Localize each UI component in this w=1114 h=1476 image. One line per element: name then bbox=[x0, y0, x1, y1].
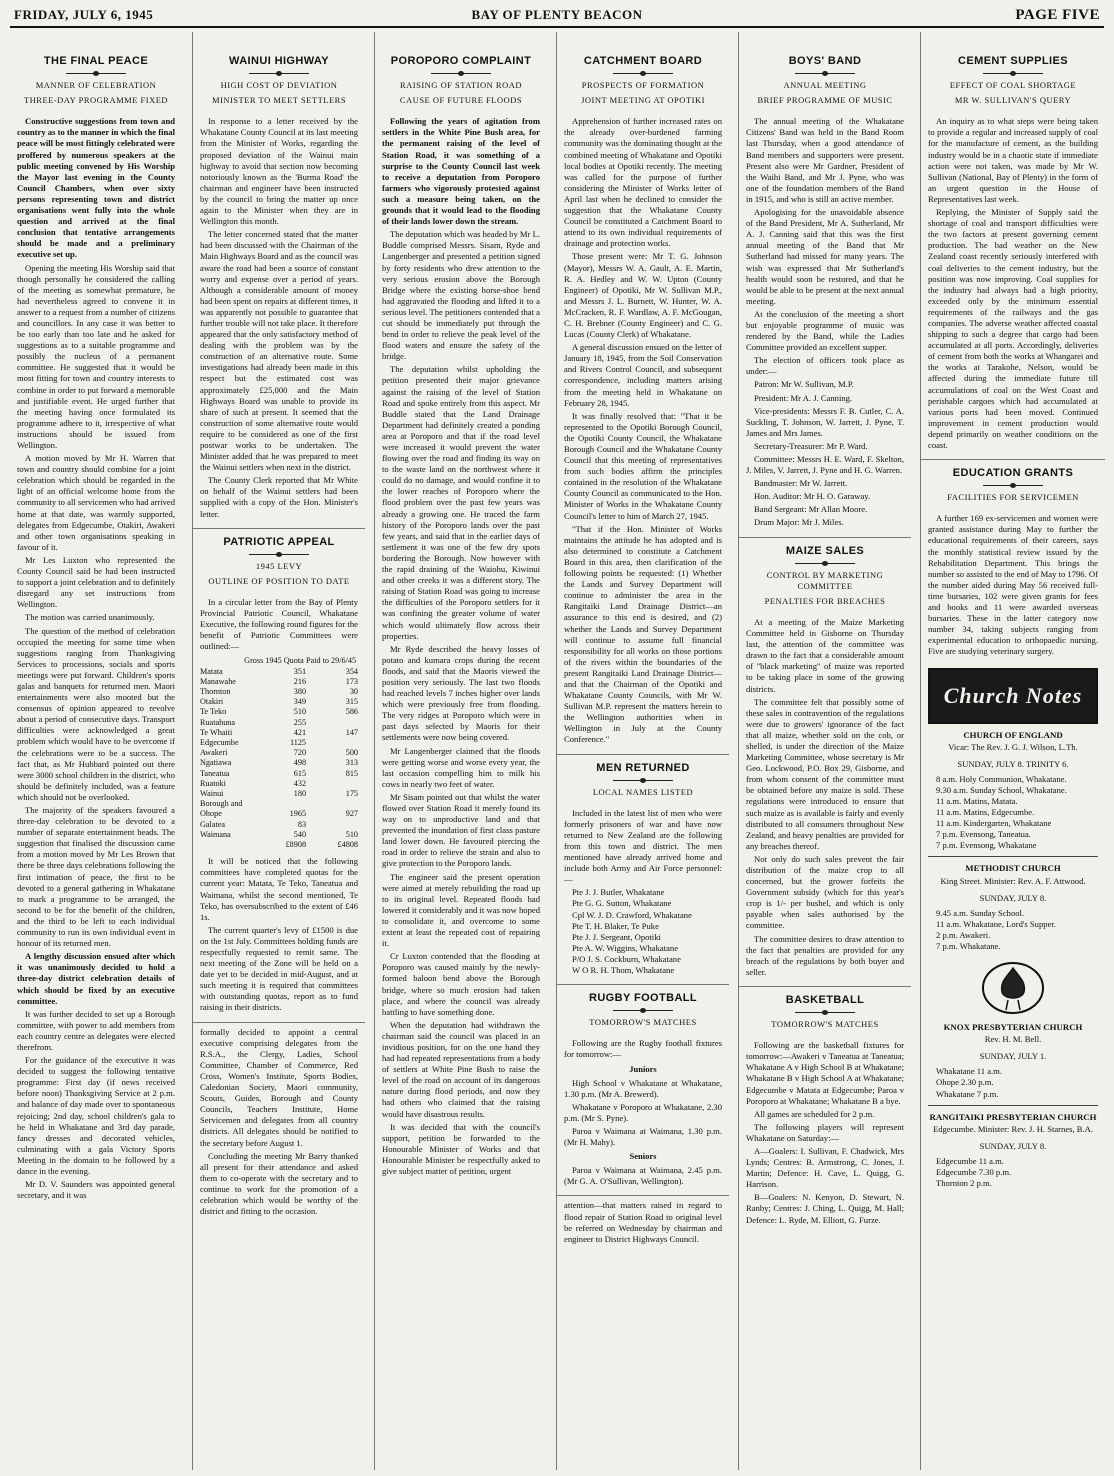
paragraph: "That if the Hon. Minister of Works maintains the attitude he has adopted and is also determined to constitute a Catchment Board in this area, then clarification of the following points be requested: (1) Whether the Lands and Survey Department will continue to administer the area in the Rangitaiki Land Drainage District—an assurance to this end is desired, and (2) whether the Lands and Survey Department will continue to assume full financial responsibility for all works on those portions of the rivers within the boundaries of the present Rangitaiki Land Drainage District—and that the Chairman of the Opotiki and Whakatane County Councils, with Mr W. Sullivan M.P. represent the matters herein to the Wellington authorities when in Wellington in July at the County Conference." bbox=[564, 523, 722, 745]
column-catchment bbox=[556, 32, 729, 1470]
column-poroporo bbox=[374, 32, 547, 1470]
paragraph: Following are the Rugby football fixtures for tomorrow:— bbox=[564, 1038, 722, 1060]
article-separator bbox=[739, 537, 911, 538]
levy-table-cell: 175 bbox=[345, 789, 358, 799]
levy-table-cell: £8908 bbox=[285, 840, 307, 850]
paragraph: Mr Sisam pointed out that whilst the water flowed over Station Road it merely found its way on to unproductive land and that prevented the inundation of first class pasture land lower down. He favoured piercing the road in order to relieve the strain and also to give protection to the Poroporo lands. bbox=[382, 791, 540, 869]
band-officers-list bbox=[746, 379, 904, 528]
levy-table-cell: Awakeri bbox=[200, 748, 228, 758]
levy-table-cell bbox=[306, 718, 358, 728]
fixture-group-label: Juniors bbox=[629, 1063, 657, 1074]
paragraph: The following players will represent Whakatane on Saturday:— bbox=[746, 1121, 904, 1143]
headline-rule bbox=[983, 73, 1043, 74]
church-minister: Vicar: The Rev. J. G. J. Wilson, L.Th. bbox=[948, 741, 1078, 752]
levy-table-cell: 586 bbox=[345, 707, 358, 717]
levy-table bbox=[200, 656, 358, 850]
paragraph: Mr Les Luxton who represented the County Council said he had been instructed to support a joint celebration and to definitely disregard any set instructions from Wellington. bbox=[17, 554, 175, 610]
masthead bbox=[10, 4, 1104, 28]
levy-table-cell: 815 bbox=[345, 768, 358, 778]
subhead: OUTLINE OF POSITION TO DATE bbox=[208, 575, 350, 586]
fixture-group-label: Seniors bbox=[629, 1151, 657, 1162]
article-separator bbox=[921, 459, 1105, 460]
service-time: 11 a.m. Matins, Edgecumbe. bbox=[936, 807, 1035, 818]
church-minister: Edgecumbe. Minister: Rev. J. H. Starnes, B.A. bbox=[932, 1123, 1094, 1134]
paragraph: It was decided that with the council's support, petition be forwarded to the Honourable Minister of Works and that Honourable Minister be respectfully asked to give subject matter of petition, urgent bbox=[382, 1121, 540, 1176]
church-minister: Rev. H. M. Bell. bbox=[984, 1034, 1042, 1045]
paragraph: Included in the latest list of men who were formerly prisoners of war and have now returned to New Zealand are the following from this town and district. The men mentioned have already arrived home and include both Army and Air Force personnel:— bbox=[564, 807, 722, 885]
levy-table-cell: 540 bbox=[293, 829, 307, 839]
levy-table-cell: 380 bbox=[293, 687, 307, 697]
levy-table-cell: £4808 bbox=[337, 840, 358, 850]
fixture-item: High School v Whakatane at Whakatane, 1.30 p.m. (Mr A. Brewerd). bbox=[564, 1077, 722, 1099]
church-notes-title: Church Notes bbox=[943, 682, 1083, 708]
paragraph: In a circular letter from the Bay of Plenty Provincial Patriotic Council, Whakatane Executive, the following round figures for the benefit of Patriotic Committees were outlined:— bbox=[200, 596, 358, 652]
levy-table-cell: 30 bbox=[349, 687, 358, 697]
subhead: MR W. SULLIVAN'S QUERY bbox=[954, 95, 1072, 106]
article-lead: Constructive suggestions from town and country as to the manner in which the final peace will be most fittingly celebrated were proffered by numerous speakers at the public meeting convened by His Worship the Mayor last evening in the County Council Chambers, when over sixty persons representing town and district organisations went fully into the whole question and arrived at the final conclusion that tentative arrangements should be made and a preliminary executive set up. bbox=[17, 116, 175, 260]
paragraph: Opening the meeting His Worship said that though personally he considered the calling of the meeting as somewhat premature, he had nevertheless agreed to convene it in answer to a request from a number of citizens and councillors. In any case it was better to be too early than too late and he asked for suggestions as to a suitable programme and possibly the nucleus of a permanent committee. He suggested that it would be most fitting for town and country interests to combine in order to put forward a memorable and justifiable event. He urged further that the meeting having once formulated its programme adhere to it, irrespective of what instructions should be issued from Wellington. bbox=[17, 262, 175, 450]
headline-patriotic: PATRIOTIC APPEAL bbox=[223, 535, 335, 548]
paragraph: A lengthy discussion ensued after which it was unanimously decided to hold a three-day district celebration details of which should be fixed by an executive committee. bbox=[17, 951, 175, 1006]
levy-table-row bbox=[200, 738, 358, 748]
article-separator bbox=[739, 986, 911, 987]
paragraph: The deputation whilst upholding the petition presented their major grievance against the raising of the level of Station Road and spoke entirely from this aspect. Mr Buddle stated that the Land Drainage Department had definitely created a ponding area at Poroporo and that if the road level were increased it would prevent the water flowing over the road and finding its way on to the waste land on the northwest where it could do no damage, and would confine it to the lower reaches of Poroporo where the flood problem over the past few years was already a growing one. He traced the farm history of the Poroporo lands over the past few years, and said that in the earlier days of settlement it was one of the few dry spots bordering the Borough. Now however with the rapid draining of the Waiohu, Kiwinui and other creeks it was a different story. The raising of Station Road was going to increase the difficulties of the Poroporo settlers for it was confining the greater volume of water which would ultimately flow across their properties. bbox=[382, 364, 540, 641]
service-time: 11 a.m. Kindergarten, Whakatane bbox=[936, 818, 1052, 829]
headline-rule bbox=[613, 780, 673, 781]
paragraph: The motion was carried unanimously. bbox=[25, 612, 155, 623]
service-time: 2 p.m. Awakeri. bbox=[936, 929, 991, 940]
subhead: PENALTIES FOR BREACHES bbox=[764, 595, 886, 606]
paragraph: The committee desires to draw attention to the fact that penalties are provided for any breach of the regulations by both buyer and seller. bbox=[746, 933, 904, 977]
levy-table-cell: 498 bbox=[293, 758, 307, 768]
column-band-maize bbox=[738, 32, 911, 1470]
levy-table-row bbox=[200, 820, 358, 830]
paragraph: It was further decided to set up a Borough committee, with power to add members from each country centre as delegates were elected therefrom. bbox=[17, 1008, 175, 1052]
article-separator bbox=[193, 1022, 365, 1023]
levy-table-cell: 315 bbox=[345, 697, 358, 707]
subhead: THREE-DAY PROGRAMME FIXED bbox=[23, 95, 169, 106]
paragraph: In response to a letter received by the Whakatane County Council at its last meeting from the Minister of Works, regarding the proposed deviation of the Wainui main highway to avoid that section now becoming notoriously known as the 'Burma Road' the chairman and engineer have been instructed by the council to bring the matter up once again to the Minister when they are in Wellington this month. bbox=[200, 116, 358, 227]
paragraph: Mr Ryde described the heavy losses of potato and kumara crops during the recent floods, and said that the Maoris viewed the position very seriously. The last two floods had reached levels 7 inches higher over lands which were previously free from flooding. The very ridges at Poroporo which were in past days selected by Maoris for their settlements were now being covered. bbox=[382, 643, 540, 743]
article-separator bbox=[557, 754, 729, 755]
headline-rule bbox=[249, 554, 309, 555]
paragraph: The annual meeting of the Whakatane Citizens' Band was held in the Band Room last Thursday, when a good attendance of Band members and supporters were present. Present also were Mr Gardner, President of the Waihi Band, and Mr J. Pyne, who was one of the foundation members of the Band in 1915, and who is still an active member. bbox=[746, 116, 904, 204]
headline-rule bbox=[613, 73, 673, 74]
levy-table-row bbox=[200, 748, 358, 758]
headline-basketball: BASKETBALL bbox=[785, 993, 865, 1006]
article-separator bbox=[557, 1195, 729, 1196]
returned-name: Pte J. J. Butler, Whakatane bbox=[572, 887, 665, 898]
levy-table-cell: 720 bbox=[293, 748, 307, 758]
officer-line: Hon. Auditor: Mr H. O. Garaway. bbox=[754, 491, 871, 502]
article-separator bbox=[557, 984, 729, 985]
subhead: 1945 LEVY bbox=[255, 560, 303, 571]
service-time: 9.30 a.m. Sunday School, Whakatane. bbox=[936, 784, 1067, 795]
subhead: MANNER OF CELEBRATION bbox=[35, 80, 157, 91]
levy-table-cell bbox=[244, 799, 306, 809]
levy-table-cell: 1965 bbox=[289, 809, 307, 819]
paragraph: A motion moved by Mr H. Warren that town and country should combine for a joint celebration which should be regarded in the light of an official welcome home from the community to all servicemen who had arrived home at that date, was warmly supported, delegates from Edgecumbe, Otakiri, Awakeri and other town organisations speaking in favour of it. bbox=[17, 453, 175, 552]
levy-table-cell: Wainui bbox=[200, 789, 224, 799]
headline-wainui: WAINUI HIGHWAY bbox=[229, 55, 329, 67]
service-time: Whakatane 11 a.m. bbox=[936, 1066, 1003, 1077]
levy-header-cell: Gross 1945 Quota bbox=[244, 656, 304, 666]
church-name: METHODIST CHURCH bbox=[965, 863, 1061, 874]
levy-table-cell: 1125 bbox=[289, 738, 307, 748]
headline-education: EDUCATION GRANTS bbox=[952, 467, 1074, 480]
levy-table-cell: Galatea bbox=[200, 819, 225, 829]
subhead: JOINT MEETING AT OPOTIKI bbox=[581, 95, 705, 106]
paragraph: attention—that matters raised in regard to flood repair of Station Road to original level be referred on Wednesday by chairman and engineer to District Highways Council. bbox=[564, 1200, 722, 1244]
service-date: SUNDAY, JULY 8. bbox=[979, 1140, 1047, 1151]
headline-maize: MAIZE SALES bbox=[785, 544, 865, 557]
subhead: CONTROL BY MARKETING COMMITTEE bbox=[766, 569, 884, 591]
junior-fixtures bbox=[564, 1078, 722, 1149]
levy-table-cell: Thornton bbox=[200, 687, 231, 697]
paragraph: It was finally resolved that: "That it be represented to the Opotiki Borough Council, the Opotiki County Council, the Whakatane Borough Council and the Whakatane County Council that this meeting of representatives from such bodies affirm the principles contained in the resolution of the Whakatane County Council as communicated to the Hon. Minister of Works in the Whakatane County Council's letter to him of March 27, 1945. bbox=[564, 410, 722, 521]
levy-table-cell: 432 bbox=[293, 778, 307, 788]
issue-date: FRIDAY, JULY 6, 1945 bbox=[14, 7, 154, 22]
subhead: LOCAL NAMES LISTED bbox=[592, 786, 694, 797]
headline-men-returned: MEN RETURNED bbox=[596, 761, 690, 774]
levy-table-row bbox=[200, 687, 358, 697]
paragraph: The committee felt that possibly some of these sales in contravention of the regulations were due to growers' ignorance of the fact that all maize, whether sold on the cob, or shelled, is under the direction of the Maize Marketing Committee, whose secretary is Mr Geo. Lockwood, P.O. Box 29, Gisborne, and from whom consent of the committee must be obtained before any maize is sold. These regulations were introduced to ensure that such maize as is available is fairly and evenly distributed to all consumers throughout New Zealand, and heavy penalties are provided for any breaches thereof. bbox=[746, 696, 904, 851]
officer-line: Drum Major: Mr J. Miles. bbox=[754, 517, 844, 528]
levy-table-cell: Manawahe bbox=[200, 676, 236, 686]
levy-table-cell: 180 bbox=[293, 789, 307, 799]
levy-table-cell: 313 bbox=[345, 758, 358, 768]
paragraph: The election of officers took place as under:— bbox=[746, 355, 904, 377]
levy-table-cell bbox=[306, 820, 358, 830]
returned-name: Pte A. W. Wiggins, Whakatane bbox=[572, 942, 679, 953]
headline-rule bbox=[795, 563, 855, 564]
paragraph: Apologising for the unavoidable absence of the Band President, Mr A. Sutherland, Mr A. J. Canning said that this was the first annual meeting of the Band that Mr Sutherland had missed for many years. The wish was expressed that Mr Sutherland's health would soon be restored, and that he would be able to be present at the next annual meeting. bbox=[746, 207, 904, 306]
paragraph: Cr Luxton contended that the flooding at Poroporo was caused mainly by the newly-formed baloon bend above the Borough bridge, where so much erosion had taken place, and where the council was already battling to have something done. bbox=[382, 951, 540, 1017]
levy-table-cell: Ohope bbox=[200, 809, 222, 819]
column-cement-church bbox=[920, 32, 1105, 1470]
fixture-item: Paroa v Waimana at Waimana, 2.45 p.m. (Mr G. A. O'Sullivan, Wellington). bbox=[564, 1165, 722, 1187]
levy-table-cell bbox=[306, 779, 358, 789]
returned-names-list bbox=[564, 887, 722, 976]
levy-header-cell: Paid to 29/6/45 bbox=[306, 656, 357, 666]
levy-table-cell: Ngatiawa bbox=[200, 758, 232, 768]
subhead: TOMORROW'S MATCHES bbox=[589, 1017, 697, 1028]
paragraph: Those present were: Mr T. G. Johnson (Mayor), Messrs W. A. Gault, A. E. Martin, R. A. Hedley and W. W. Upton (County Engineer) of Opotiki, Mr W. Sullivan M.P., and Messrs J. L. Burnett, W. Hunter, W. A. McCracken, R. F. Wardlaw, A. F. McGougan, C. H. Brebner (County Engineer) and C. G. Lucas (County Clerk) of Whakatane. bbox=[564, 251, 722, 340]
headline-rule bbox=[795, 1012, 855, 1013]
levy-table-row bbox=[200, 667, 358, 677]
returned-name: Pte T. H. Blaker, Te Puke bbox=[572, 920, 659, 931]
church-name: KNOX PRESBYTERIAN CHURCH bbox=[943, 1022, 1083, 1033]
headline-rule bbox=[983, 485, 1043, 486]
levy-table-cell: 173 bbox=[345, 676, 358, 686]
returned-name: P/O J. S. Cockburn, Whakatane bbox=[572, 953, 681, 964]
headline-poroporo: POROPORO COMPLAINT bbox=[390, 55, 532, 67]
levy-table-cell: Otakiri bbox=[200, 697, 224, 707]
service-time: 8 a.m. Holy Communion, Whakatane. bbox=[936, 773, 1067, 784]
headline-catchment: CATCHMENT BOARD bbox=[583, 55, 703, 67]
officer-line: Secretary-Treasurer: Mr P. Ward. bbox=[754, 440, 868, 451]
church-name: RANGITAIKI PRESBYTERIAN CHURCH bbox=[929, 1111, 1097, 1122]
paragraph: An inquiry as to what steps were being taken to provide a regular and increased supply of coal for the manufacture of cement, as the building industry would be in a chaotic state if immediate action were not taken, was made by Mr W. Sullivan (National, Bay of Plenty) in the form of an urgent question in the House of Representatives last week. bbox=[928, 116, 1098, 204]
levy-header-cell bbox=[200, 656, 244, 666]
levy-table-row bbox=[200, 809, 358, 819]
levy-table-cell bbox=[306, 738, 358, 748]
service-time: Whakatane 7 p.m. bbox=[936, 1088, 999, 1099]
levy-table-cell: 927 bbox=[345, 809, 358, 819]
subhead: BRIEF PROGRAMME OF MUSIC bbox=[757, 95, 893, 106]
levy-table-cell: Waimana bbox=[200, 829, 231, 839]
paragraph: B—Goalers: N. Kenyon, D. Stewart, N. Ranby; Centres: J. Ching, L. Quigg, M. Hall; Defence: L. Ryde, M. Elliott, G. Furze. bbox=[746, 1192, 904, 1225]
levy-table-cell: 216 bbox=[293, 676, 307, 686]
paragraph: Mr Langenberger claimed that the floods were getting worse and worse every year, the last occasion compelling him to milk his cows in nearly two feet of water. bbox=[382, 745, 540, 789]
paragraph: Apprehension of further increased rates on the already over-burdened farming community was the dominating thought at the combined meeting of Whakatane and Opotiki local bodies at Opotiki recently. The meeting was called for the purpose of further considering the Minister of Works letter of April last when he declined to consider the suggestion that the Whakatane County Council be constituted a Catchment Board to attend to its own individual requirements of drainage and protection works. bbox=[564, 116, 723, 249]
service-date: SUNDAY, JULY 8. TRINITY 6. bbox=[957, 758, 1069, 769]
officer-line: Band Sergeant: Mr Allan Moore. bbox=[754, 504, 868, 515]
subhead: TOMORROW'S MATCHES bbox=[771, 1019, 879, 1030]
subhead: HIGH COST OF DEVIATION bbox=[220, 80, 338, 91]
levy-table-cell: 421 bbox=[293, 727, 307, 737]
levy-table-cell: 255 bbox=[293, 717, 307, 727]
headline-rule bbox=[249, 73, 309, 74]
subhead: EFFECT OF COAL SHORTAGE bbox=[949, 80, 1077, 91]
paragraph: The engineer said the present operation were aimed at merely rebuilding the road up to its original level. Repeated floods had lowered it considerably and it was now hoped to consolidate it, and overcome to some extent at least the repeated cost of repairing it. bbox=[382, 871, 540, 949]
paragraph: The deputation which was headed by Mr L. Buddle comprised Messrs. Sisam, Ryde and Langenberger and presented a petition signed by forty residents who drew attention to the very serious erosion above the Borough Bridge where the existing horse-shoe bend had aggravated the flooding and lifted it to a serious level. The petitioners contended that a cut should be immediately put through the bend in order to relieve the peak level of the flood waters and ensure the safety of the bridge. bbox=[382, 229, 540, 362]
paragraph: For the guidance of the executive it was decided to suggest the following tentative programme: First day (if news received before noon) Thanksgiving Service at 2 p.m. and balance of day made over to spontaneous rejoicing; 2nd day, school children's gala to be held in Whakatane and 3rd day parade, fancy dresses and decorated vehicles, culminating with a gala Victory Sports Meeting in the domain to be followed by a dance in the evening. bbox=[17, 1055, 175, 1176]
service-time: 7 p.m. Evensong, Whakatane bbox=[936, 840, 1037, 851]
headline-rugby: RUGBY FOOTBALL bbox=[588, 992, 698, 1005]
levy-table-row bbox=[200, 799, 358, 809]
paragraph: It will be noticed that the following committees have completed quotas for the current year: Matata, Te Teko, Taneatua and Waimana, whilst the second mentioned, Te Teko, has oversubscribed to the extent of £46 1s. bbox=[200, 856, 358, 922]
levy-table-cell: Taneatua bbox=[200, 768, 230, 778]
levy-table-row bbox=[200, 677, 358, 687]
levy-table-row bbox=[200, 758, 358, 768]
headline-rule bbox=[795, 73, 855, 74]
service-time: 9.45 a.m. Sunday School. bbox=[936, 907, 1025, 918]
paragraph: Following are the basketball fixtures for tomorrow:—Awakeri v Taneatua at Taneatua; Whakatane A v High School B at Whakatane; Whakatane B v High School A at Whakatane; Edgecumbe v Matata at Edgecumbe; Paroa v Poroporo at Whakatane; Whakatane B a bye. bbox=[746, 1040, 904, 1106]
levy-table-cell: 147 bbox=[345, 727, 358, 737]
headline-cement: CEMENT SUPPLIES bbox=[958, 55, 1068, 67]
returned-name: Pte G. G. Sutton, Whakatane bbox=[572, 898, 672, 909]
paragraph: The County Clerk reported that Mr White on behalf of the Wainui settlers had been supplied with a copy of the Hon. Minister's letter. bbox=[200, 475, 358, 519]
officer-line: Bandmaster: Mr W. Jarrett. bbox=[754, 478, 848, 489]
paragraph: At the conclusion of the meeting a short but enjoyable programme of music was rendered by the Band, while the Ladies Committee provided an excellent supper. bbox=[746, 308, 904, 353]
returned-name: Pte J. J. Sergeant, Opotiki bbox=[572, 931, 661, 942]
article-lead: Following the years of agitation from settlers in the White Pine Bush area, for the permanent raising of the level of Station Road, it was something of a surprise to the County Council last week to receive a deputation from Poroporo farmers who vigorously protested against such a measure being taken, on the grounds that it would lead to the flooding of their lands lower down the stream. bbox=[382, 116, 540, 227]
levy-table-cell: Te Whaiti bbox=[200, 727, 233, 737]
levy-table-cell bbox=[200, 840, 244, 850]
levy-table-cell: 500 bbox=[345, 748, 358, 758]
levy-table-cell: 354 bbox=[345, 666, 358, 676]
column-wainui-patriotic bbox=[192, 32, 365, 1470]
service-time: Ohope 2.30 p.m. bbox=[936, 1077, 994, 1088]
church-notes-banner bbox=[928, 668, 1098, 724]
paragraph: The letter concerned stated that the matter had been discussed with the Chairman of the Main Highways Board and as the council was aware the road had been a source of constant worry and expense over a period of years. Although a considerable amount of money had been spent on repairs at different times, it was apparently not possible to guarantee that further trouble will not take place. It therefore appeared that the only satisfactory method of dealing with the problem was by the construction of an alternative route. Some investigations had already been made in this respect but the estimated cost was approximately £25,000 and the Main Highways Board was unable to provide its share of such at present. It seemed that the construction of some alternative route would require to be considered as one of the first postwar works to be undertaken. The Minister added that he was prepared to meet the Wainui settlers when next in the district. bbox=[200, 229, 358, 473]
levy-table-row bbox=[200, 840, 358, 850]
levy-table-row bbox=[200, 697, 358, 707]
paper-name: BAY OF PLENTY BEACON bbox=[471, 7, 643, 22]
columns bbox=[10, 32, 1104, 1470]
service-time: 11 a.m. Whakatane, Lord's Supper. bbox=[936, 918, 1056, 929]
article-separator bbox=[193, 528, 365, 529]
page-number: PAGE FIVE bbox=[1015, 7, 1100, 23]
headline-rule bbox=[613, 1010, 673, 1011]
headline-final-peace: THE FINAL PEACE bbox=[43, 55, 149, 67]
levy-table-header bbox=[200, 656, 358, 666]
service-time: 7 p.m. Whakatane. bbox=[936, 941, 1001, 951]
levy-table-cell: Borough and bbox=[200, 799, 243, 809]
levy-table-cell: Te Teko bbox=[200, 707, 227, 717]
paragraph: Concluding the meeting Mr Barry thanked all present for their attendance and asked them to co-operate with the secretary and to continue to work for the promotion of a celebration which would be worthy of the district and fitting to the occasion. bbox=[200, 1150, 358, 1217]
officer-line: Committee: Messrs H. E. Ward, F. Skelton, J. Miles, V. Jarrett, J. Pyne and H. G. Warren. bbox=[746, 454, 904, 476]
paragraph: The question of the method of celebration occupied the meeting for some time when suggestions ranging from Thanksgiving Services to processions, socials and sports meetings were put forward. Children's sports galas and banquets for returned men. Maori entertainments were also mooted but the consensus of opinion appeared to revolve about a period of consecutive days. Transport difficulties were acknowledged a great problem which would have to be overcome if the celebrations were to be a success. The fact that, as Mr Hubbard pointed out there were 3000 school children in the district, who should be definitely included, was a feature which should not be overlooked. bbox=[17, 625, 175, 802]
levy-table-cell: Edgecumbe bbox=[200, 738, 239, 748]
paragraph: Replying, the Minister of Supply said the shortage of coal and transport difficulties were the two factors at present governing cement production. The bad weather on the New Zealand coast recently seriously interfered with coal deliveries to the cement industry, but the position was now improving. Coal supplies for the industry had always had a high priority, exceeded only by the minimum essential requirements of the railways and the gas companies. The adverse weather affected coastal shipping to such a degree that cargo had been accumulated at all ports. Accordingly, deliveries of cement from both the works at Whangarei and the works at Tarakohe, Nelson, would be affected during the immediate future till accumulations of coal on the West Coast and perishable cargoes which had accumulated at various ports had been moved. Continued improvement in cement production would depend primarily on weather conditions on the coast. bbox=[928, 207, 1098, 450]
burning-bush-emblem-icon bbox=[978, 960, 1048, 1016]
church-separator bbox=[928, 1105, 1098, 1106]
levy-table-row bbox=[200, 728, 358, 738]
levy-table-row bbox=[200, 779, 358, 789]
service-time: Thornton 2 p.m. bbox=[936, 1178, 992, 1189]
paragraph: A general discussion ensued on the letter of January 18, 1945, from the Soil Conservation and Rivers Control Council, and subsequent correspondence, including matters arising from the meeting held in Whakatane on February 28, 1945. bbox=[564, 342, 722, 408]
paragraph: When the deputation had withdrawn the chairman said the council was placed in an invidious position, for on the one hand they had had repeated representations from a body of settlers at White Pine Bush to raise the level of the road on account of its dangerous nature during flood periods, and now they had others who claimed that the raising would have disastrous results. bbox=[382, 1019, 540, 1119]
church-minister: King Street. Minister: Rev. A. F. Attwood. bbox=[940, 875, 1086, 886]
headline-rule bbox=[431, 73, 491, 74]
service-time: 11 a.m. Matins, Matata. bbox=[936, 795, 1018, 806]
paragraph: All games are scheduled for 2 p.m. bbox=[754, 1108, 875, 1119]
returned-name: W O R. H. Thom, Whakatane bbox=[572, 965, 675, 976]
paragraph: Mr D. V. Saunders was appointed general secretary, and it was bbox=[17, 1179, 175, 1201]
subhead: FACILITIES FOR SERVICEMEN bbox=[947, 492, 1079, 503]
officer-line: Vice-presidents: Messrs F. B. Cutler, C. A. Suckling, T. Johnson, W. Jarrett, J. Pyne, T. James and Mrs James. bbox=[746, 405, 904, 438]
levy-table-cell: 351 bbox=[293, 666, 307, 676]
levy-table-cell: 510 bbox=[345, 829, 358, 839]
levy-table-cell: 510 bbox=[293, 707, 307, 717]
paragraph: A further 169 ex-servicemen and women were granted assistance during May to further the educational requirements of their careers, says the monthly statistical review issued by the Rehabilitation Department. This brings the number so assisted to the end of May to 1796. Of the number aided during May 56 received full-time bursaries, 102 were given grants for fees and books and 11 were awarded overseas bursaries. These in the latter category now number 34, taking subjects ranging from experimental education to orthopaedic nursing. Five are studying veterinary surgery. bbox=[928, 513, 1098, 657]
paragraph: The current quarter's levy of £1500 is due on the 1st July. Committees holding funds are respectfully requested to remit same. The next meeting of the Zone will be held on a date yet to be decided in mid-August, and at such meeting it is required that committees with outstanding quotas, report as to fund raising in their districts. bbox=[200, 924, 358, 1013]
headline-rule bbox=[66, 73, 126, 74]
service-time: Edgecumbe 11 a.m. bbox=[936, 1155, 1004, 1166]
officer-line: President: Mr A. J. Canning. bbox=[754, 392, 853, 403]
paragraph: At a meeting of the Maize Marketing Committee held in Gisborne on Thursday last, the attention of the committee was drawn to the fact that a considerable amount of "black marketing" of maize was reported to be taking place in some of the growing districts. bbox=[746, 616, 904, 694]
subhead: MINISTER TO MEET SETTLERS bbox=[211, 95, 347, 106]
service-time: 7 p.m. Evensong, Taneatua. bbox=[936, 829, 1031, 840]
paragraph: Not only do such sales prevent the fair distribution of the maize crop to all concerned, but the grower forfeits the Government subsidy (which for this year's crop is 1/- per bushel, and which is only payable when sales authorised by the committee. bbox=[746, 853, 904, 931]
levy-table-cell: 83 bbox=[297, 819, 307, 829]
service-date: SUNDAY, JULY 1. bbox=[979, 1051, 1047, 1062]
subhead: CAUSE OF FUTURE FLOODS bbox=[399, 95, 523, 106]
levy-table-row bbox=[200, 707, 358, 717]
senior-fixtures bbox=[564, 1165, 722, 1187]
levy-table-row bbox=[200, 769, 358, 779]
column-final-peace bbox=[10, 32, 182, 1470]
levy-table-cell: Matata bbox=[200, 666, 223, 676]
paragraph: formally decided to appoint a central executive comprising delegates from the R.S.A., the Clergy, Ladies, School Committee, Chamber of Commerce, Red Cross, Women's Institute, Sports Bodies, Caledonian Society, Maori community, Scouts, Guides, Borough and County Councils, Teachers Institute, Home Servicemen and delegates from all country districts. All delegates should be notified to the secretary before August 1. bbox=[200, 1026, 358, 1148]
levy-table-row bbox=[200, 718, 358, 728]
levy-table-cell bbox=[306, 799, 358, 809]
church-listings bbox=[928, 730, 1098, 1190]
returned-name: Cpl W. J. D. Crawford, Whakatane bbox=[572, 909, 692, 920]
levy-table-cell: 615 bbox=[293, 768, 307, 778]
church-name: CHURCH OF ENGLAND bbox=[963, 729, 1063, 740]
headline-boys-band: BOYS' BAND bbox=[788, 55, 862, 67]
levy-table-row bbox=[200, 789, 358, 799]
paragraph: The majority of the speakers favoured a three-day celebration to be devoted to a number of separate entertainment heads. The suggestion that finalised the discussion came from a motion moved by Mr Les Brown that there be three days celebrations following the first intimation of peace, the first to be devoted to a general gathering in Whakatane to mark a programme to be arranged, the second to be for the benefit of the children, and the third to be left to each individual community to run its own individual event in honour of its returned men. bbox=[17, 805, 175, 949]
fixture-item: Paroa v Waimana at Waimana, 1.30 p.m. (Mr H. Mahy). bbox=[564, 1125, 722, 1148]
church-separator bbox=[928, 856, 1098, 857]
fixture-item: Whakatane v Poroporo at Whakatane, 2.30 p.m. (Mr S. Pyne). bbox=[564, 1101, 722, 1123]
levy-table-cell: Ruatahuna bbox=[200, 717, 236, 727]
subhead: PROSPECTS OF FORMATION bbox=[581, 80, 705, 91]
service-date: SUNDAY, JULY 8. bbox=[979, 892, 1047, 903]
levy-table-row bbox=[200, 830, 358, 840]
paragraph: A—Goalers: I. Sullivan, F. Chadwick, Mrs Lynds; Centres: B. Armstrong, C. Jones, J. Martin; Defence: H. Cave, L. Quigg, G. Harrison. bbox=[746, 1145, 904, 1190]
service-time: Edgecumbe 7.30 p.m. bbox=[936, 1167, 1012, 1178]
levy-table-cell: 349 bbox=[293, 697, 307, 707]
levy-table-cell: Ruatoki bbox=[200, 778, 226, 788]
subhead: ANNUAL MEETING bbox=[783, 80, 867, 91]
subhead: RAISING OF STATION ROAD bbox=[399, 80, 523, 91]
officer-line: Patron: Mr W. Sullivan, M.P. bbox=[754, 379, 854, 390]
